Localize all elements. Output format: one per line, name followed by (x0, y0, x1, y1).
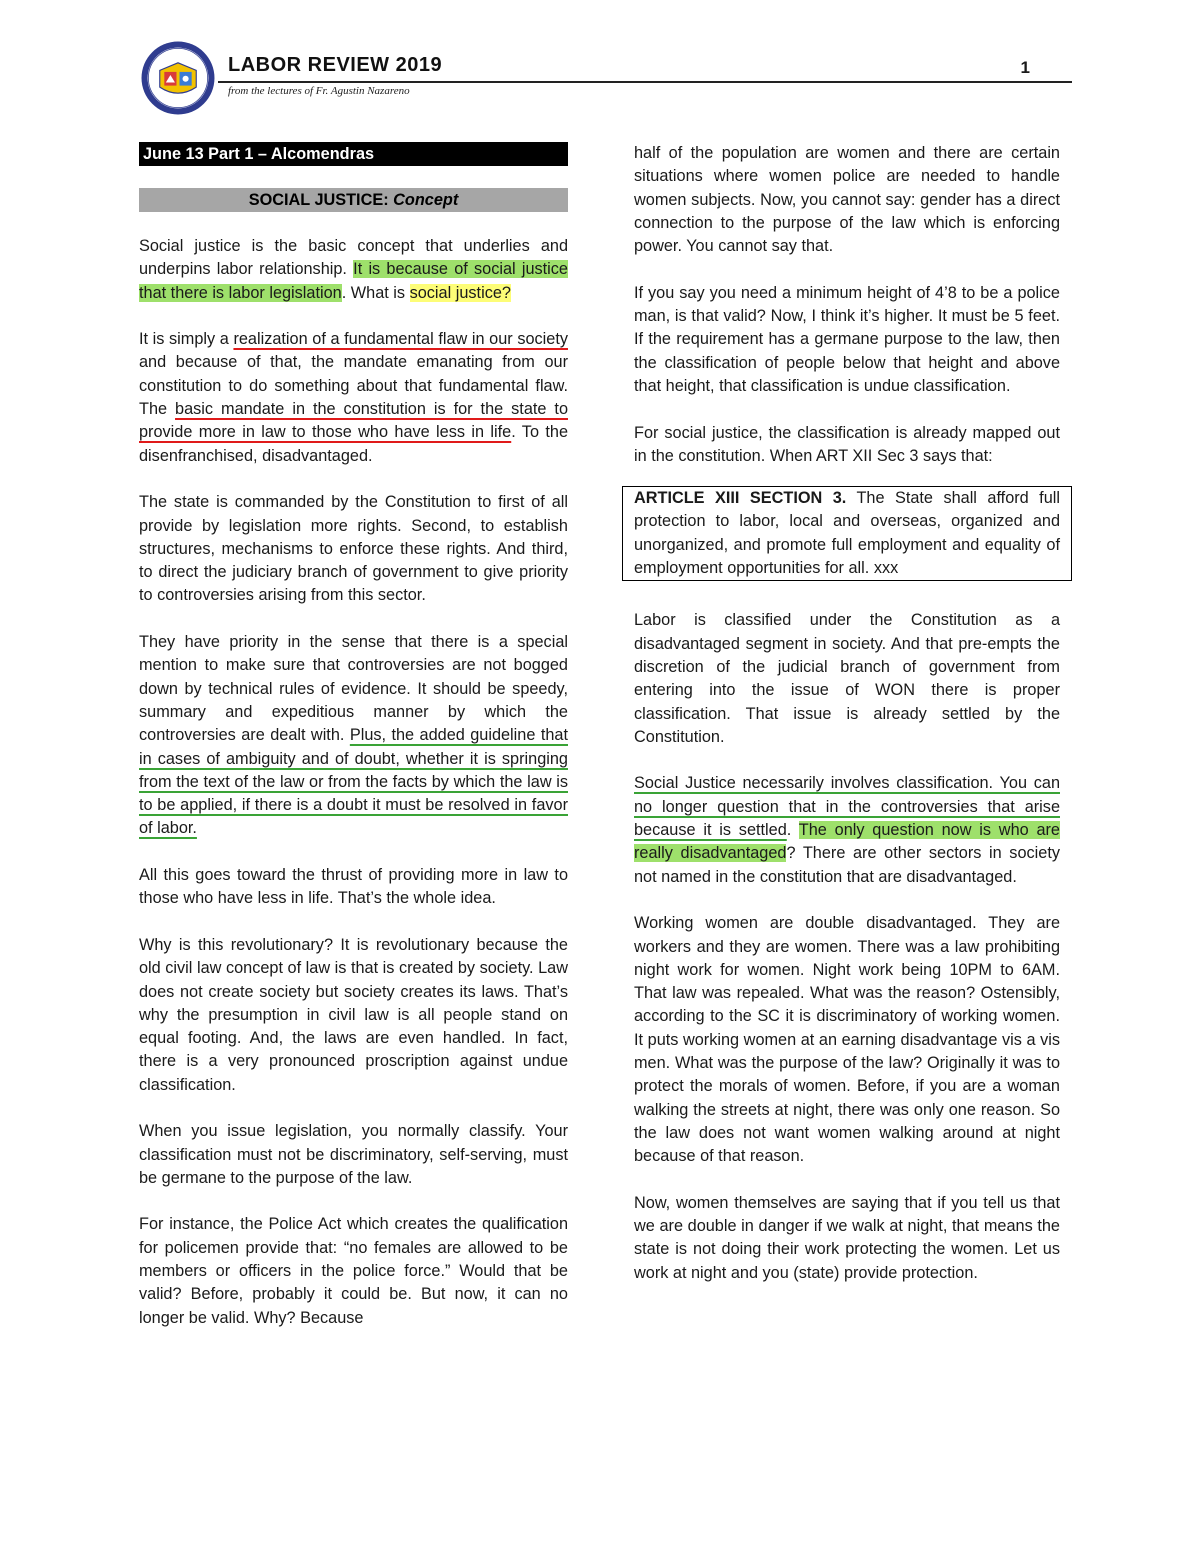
article-label: ARTICLE XIII SECTION 3. (634, 489, 847, 508)
page-header (140, 40, 1072, 110)
article-text: The State shall afford full protection to labor, local and overseas, organized and unorganized, and promote full employment and equality of employment opportunities for all. xxx (634, 489, 1060, 578)
paragraph (634, 772, 1060, 888)
underlined-text: Plus, the added guideline that in cases of ambiguity and of doubt, whether it is springing from the text of the law or from the facts by which the law is to be applied, if there is a doubt it must be resolved in favor of labor. (139, 726, 568, 838)
header-rule (218, 81, 1072, 83)
page-number: 1 (1020, 58, 1030, 77)
part-title: June 13 Part 1 – Alcomendras (139, 142, 568, 166)
text: They have priority in the sense that there is a special mention to make sure that controversies are not bogged down by technical rules of evidence. It should be speedy, summary and expeditious manner by which the controversies are dealt with. (139, 633, 568, 745)
paragraph: The state is commanded by the Constitution to first of all provide by legislation more rights. Second, to establish structures, mechanisms to enforce these rights. And third, to direct the judiciary branch of government to give priority to controversies arising from this sector. (139, 493, 568, 605)
text: . (786, 821, 799, 840)
text: Social justice is the basic concept that underlies and underpins labor relationship. (139, 237, 568, 279)
paragraph (139, 235, 568, 305)
highlighted-text: social justice? (409, 283, 511, 302)
paragraph: Working women are double disadvantaged. They are workers and they are women. There was a law prohibiting night work for women. Night work being 10PM to 6AM. That law was repealed. What was the reason? Ostensibly, according to the SC it is discriminatory of working women. It puts working women at an earning disadvantage vis a vis men. What was the purpose of the law? Originally it was to protect the morals of women. Before, if you are a woman walking the streets at night, there was only one reason. So the law does not want women walking around at night because of that reason. (634, 914, 1060, 1166)
text: . What is (341, 283, 410, 302)
article-quote-box (622, 486, 1072, 581)
paragraph: For social justice, the classification is already mapped out in the constitution. When ART XII Sec 3 says that: (634, 423, 1060, 465)
text: . To the disenfranchised, disadvantaged. (139, 423, 568, 465)
section-title (139, 188, 568, 212)
paragraph (139, 328, 568, 468)
text: and because of that, the mandate emanating from our constitution to do something about that fundamental flaw. The (139, 353, 568, 419)
paragraph: half of the population are women and there are certain situations where women police are needed to handle women subjects. Now, you cannot say: gender has a direct connection to the purpose of the law which is enforcing power. You cannot say that. (634, 144, 1060, 256)
left-column (139, 142, 568, 1330)
paragraph (139, 631, 568, 841)
section-title-emphasis: Concept (393, 191, 459, 209)
section-title-label: SOCIAL JUSTICE: (248, 191, 389, 209)
highlighted-text: It is because of social justice that there is labor legislation (139, 260, 568, 302)
text: ? There are other sectors in society not named in the constitution that are disadvantaged. (634, 844, 1060, 886)
underlined-text: realization of a fundamental flaw in our society (233, 330, 568, 349)
document-title: LABOR REVIEW 2019 (228, 54, 443, 76)
underlined-text: Social Justice necessarily involves classification. You can no longer question that in the controversies that arise because it is settled (634, 774, 1060, 840)
paragraph: Labor is classified under the Constitution as a disadvantaged segment in society. And that pre-empts the discretion of the judicial branch of government from entering into the issue of WON there is proper classification. That issue is already settled by the Constitution. (634, 611, 1060, 746)
paragraph: Now, women themselves are saying that if you tell us that we are double in danger if we walk at night, that means the state is not doing their work protecting the women. Let us work at night and you (state) provide protection. (634, 1193, 1060, 1282)
school-seal-icon (140, 40, 216, 116)
paragraph: Why is this revolutionary? It is revolutionary because the old civil law concept of law is that is created by society. Law does not create society but society creates its laws. That’s why the presumption in civil law is all people stand on equal footing. And, the laws are even handled. In fact, there is a very pronounced proscription against undue classification. (139, 935, 568, 1094)
document-subtitle: from the lectures of Fr. Agustin Nazareno (228, 85, 410, 97)
paragraph: For instance, the Police Act which creates the qualification for policemen provide that: “no females are allowed to be members or officers in the police force.” Would that be valid? Before, probably it could be. But now, it can no longer be valid. Why? Because (139, 1215, 568, 1327)
right-column (634, 142, 1060, 1285)
paragraph: When you issue legislation, you normally classify. Your classification must not be discriminatory, self-serving, must be germane to the purpose of the law. (139, 1122, 568, 1187)
paragraph: All this goes toward the thrust of providing more in law to those who have less in life. That’s the whole idea. (139, 866, 568, 908)
highlighted-text: The only question now is who are really disadvantaged (634, 821, 1060, 863)
underlined-text: basic mandate in the constitution is for the state to provide more in law to those who have less in life (139, 400, 568, 442)
text: It is simply a (139, 330, 234, 349)
paragraph: If you say you need a minimum height of 4’8 to be a police man, is that valid? Now, I think it’s higher. It must be 5 feet. If the requirement has a germane purpose to the law, then the classification of people below that height and above that height, that classification is undue classification. (634, 283, 1060, 395)
